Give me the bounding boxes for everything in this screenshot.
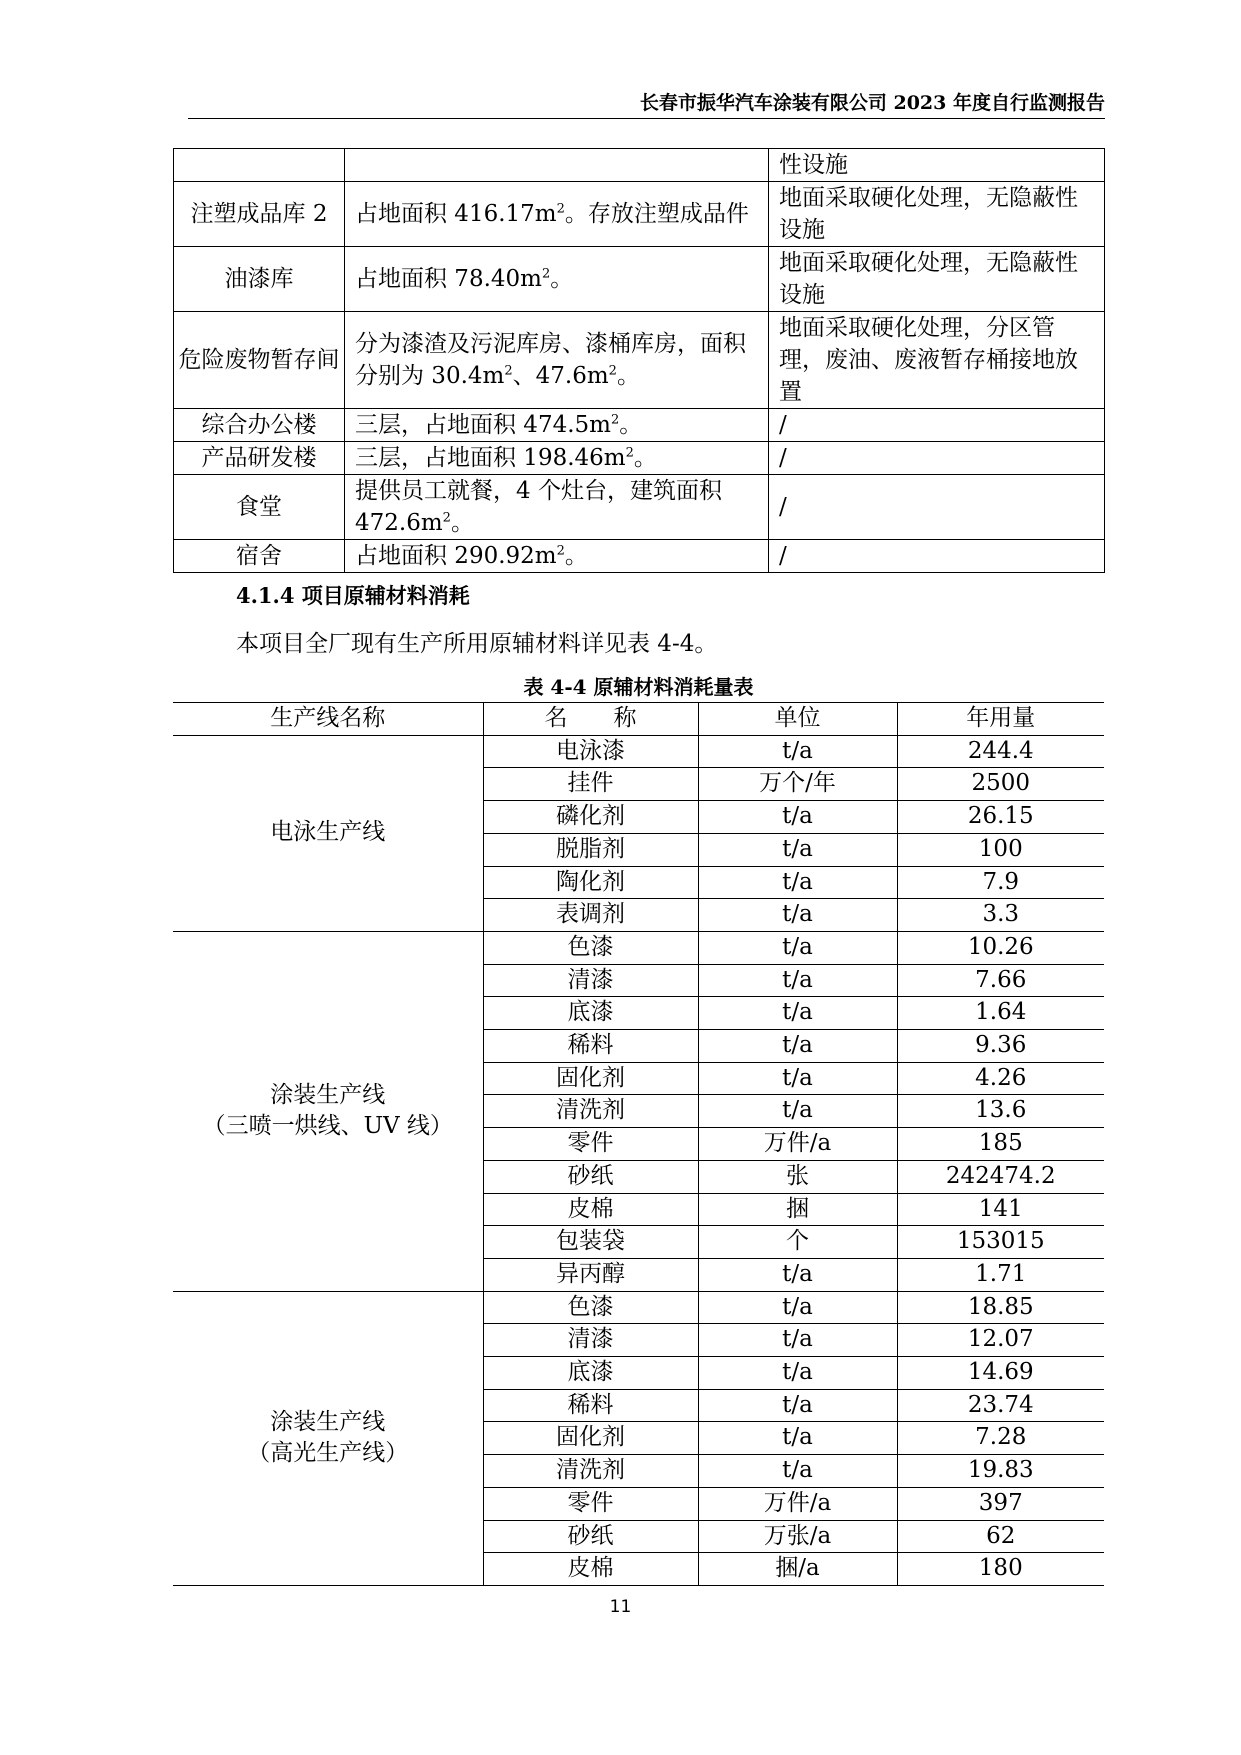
facility-description: [345, 149, 769, 182]
column-header: 生产线名称: [173, 703, 483, 736]
facility-measure: /: [769, 540, 1105, 573]
annual-amount: 242474.2: [897, 1160, 1104, 1193]
material-name: 电泳漆: [483, 735, 698, 768]
material-name: 零件: [483, 1487, 698, 1520]
facility-name: 油漆库: [174, 247, 345, 312]
section-heading: 4.1.4 项目原辅材料消耗: [236, 583, 470, 608]
material-name: 皮棉: [483, 1553, 698, 1586]
facility-description: 提供员工就餐，4 个灶台，建筑面积 $472.6m^2$。: [345, 475, 769, 540]
material-name: 清洗剂: [483, 1095, 698, 1128]
annual-amount: 9.36: [897, 1030, 1104, 1063]
annual-amount: 19.83: [897, 1455, 1104, 1488]
annual-amount: 23.74: [897, 1389, 1104, 1422]
facility-row: [174, 312, 1105, 409]
unit: 万个/年: [698, 768, 897, 801]
material-name: 挂件: [483, 768, 698, 801]
annual-amount: 2500: [897, 768, 1104, 801]
material-name: 砂纸: [483, 1520, 698, 1553]
table-header-row: [173, 703, 1104, 736]
annual-amount: 1.64: [897, 997, 1104, 1030]
annual-amount: 7.9: [897, 866, 1104, 899]
annual-amount: 10.26: [897, 931, 1104, 964]
unit: 张: [698, 1160, 897, 1193]
annual-amount: 62: [897, 1520, 1104, 1553]
facility-row: [174, 409, 1105, 442]
unit: 万件/a: [698, 1487, 897, 1520]
annual-amount: 14.69: [897, 1357, 1104, 1390]
annual-amount: 244.4: [897, 735, 1104, 768]
facility-row: [174, 182, 1105, 247]
facility-description: 占地面积 $290.92m^2$。: [345, 540, 769, 573]
table-caption: 表 4-4 原辅材料消耗量表: [523, 675, 754, 699]
facility-description: 三层，占地面积 $474.5m^2$。: [345, 409, 769, 442]
unit: t/a: [698, 1062, 897, 1095]
unit: t/a: [698, 1455, 897, 1488]
annual-amount: 13.6: [897, 1095, 1104, 1128]
facility-row: [174, 442, 1105, 475]
material-name: 底漆: [483, 997, 698, 1030]
unit: t/a: [698, 899, 897, 932]
material-name: 底漆: [483, 1357, 698, 1390]
material-name: 陶化剂: [483, 866, 698, 899]
facility-row: [174, 540, 1105, 573]
facility-measure: /: [769, 475, 1105, 540]
annual-amount: 153015: [897, 1226, 1104, 1259]
annual-amount: 7.28: [897, 1422, 1104, 1455]
material-name: 磷化剂: [483, 801, 698, 834]
unit: t/a: [698, 1357, 897, 1390]
facility-description: 分为漆渣及污泥库房、漆桶库房，面积分别为 $30.4m^2$、$47.6m^2$。: [345, 312, 769, 409]
unit: 捆: [698, 1193, 897, 1226]
material-name: 稀料: [483, 1030, 698, 1063]
annual-amount: 4.26: [897, 1062, 1104, 1095]
material-name: 色漆: [483, 931, 698, 964]
unit: t/a: [698, 1324, 897, 1357]
facility-description: 三层，占地面积 $198.46m^2$。: [345, 442, 769, 475]
unit: 个: [698, 1226, 897, 1259]
unit: t/a: [698, 964, 897, 997]
facility-name: 食堂: [174, 475, 345, 540]
material-name: 异丙醇: [483, 1258, 698, 1291]
table-row: [173, 1291, 1104, 1324]
material-name: 稀料: [483, 1389, 698, 1422]
facility-measure: 地面采取硬化处理，无隐蔽性设施: [769, 247, 1105, 312]
facility-row: [174, 475, 1105, 540]
annual-amount: 26.15: [897, 801, 1104, 834]
unit: 万件/a: [698, 1128, 897, 1161]
annual-amount: 100: [897, 833, 1104, 866]
material-name: 脱脂剂: [483, 833, 698, 866]
material-name: 色漆: [483, 1291, 698, 1324]
annual-amount: 141: [897, 1193, 1104, 1226]
unit: t/a: [698, 1095, 897, 1128]
material-name: 包装袋: [483, 1226, 698, 1259]
unit: t/a: [698, 1258, 897, 1291]
column-header: 名 称: [483, 703, 698, 736]
facility-description: 占地面积 $78.40m^2$。: [345, 247, 769, 312]
material-name: 固化剂: [483, 1422, 698, 1455]
material-consumption-table: [173, 702, 1104, 1586]
facility-description: 占地面积 $416.17m^2$。存放注塑成品件: [345, 182, 769, 247]
annual-amount: 1.71: [897, 1258, 1104, 1291]
unit: t/a: [698, 801, 897, 834]
material-name: 清漆: [483, 964, 698, 997]
facility-measure: /: [769, 409, 1105, 442]
material-name: 表调剂: [483, 899, 698, 932]
unit: t/a: [698, 833, 897, 866]
production-line-name: 涂装生产线 （高光生产线）: [173, 1291, 483, 1585]
page-number: 11: [609, 1597, 632, 1617]
unit: t/a: [698, 1422, 897, 1455]
unit: 捆/a: [698, 1553, 897, 1586]
facility-measure: 性设施: [769, 149, 1105, 182]
facility-name: 产品研发楼: [174, 442, 345, 475]
unit: t/a: [698, 997, 897, 1030]
body-paragraph: 本项目全厂现有生产所用原辅材料详见表 4-4。: [236, 631, 718, 657]
unit: 万张/a: [698, 1520, 897, 1553]
unit: t/a: [698, 931, 897, 964]
material-name: 固化剂: [483, 1062, 698, 1095]
production-line-name: 涂装生产线 （三喷一烘线、UV 线）: [173, 931, 483, 1291]
unit: t/a: [698, 1389, 897, 1422]
annual-amount: 18.85: [897, 1291, 1104, 1324]
facility-name: [174, 149, 345, 182]
unit: t/a: [698, 735, 897, 768]
column-header: 单位: [698, 703, 897, 736]
facility-name: 注塑成品库 2: [174, 182, 345, 247]
page-header: 长春市振华汽车涂装有限公司 2023 年度自行监测报告: [188, 90, 1105, 119]
facility-measure: 地面采取硬化处理，分区管理，废油、废液暂存桶接地放置: [769, 312, 1105, 409]
unit: t/a: [698, 866, 897, 899]
material-name: 砂纸: [483, 1160, 698, 1193]
facility-row: [174, 149, 1105, 182]
annual-amount: 7.66: [897, 964, 1104, 997]
facility-name: 综合办公楼: [174, 409, 345, 442]
unit: t/a: [698, 1291, 897, 1324]
production-line-name: 电泳生产线: [173, 735, 483, 931]
facility-measure: /: [769, 442, 1105, 475]
facility-measure: 地面采取硬化处理，无隐蔽性设施: [769, 182, 1105, 247]
material-name: 零件: [483, 1128, 698, 1161]
annual-amount: 3.3: [897, 899, 1104, 932]
annual-amount: 12.07: [897, 1324, 1104, 1357]
annual-amount: 185: [897, 1128, 1104, 1161]
material-name: 清洗剂: [483, 1455, 698, 1488]
facility-table: [173, 148, 1105, 573]
facility-name: 宿舍: [174, 540, 345, 573]
annual-amount: 397: [897, 1487, 1104, 1520]
material-name: 清漆: [483, 1324, 698, 1357]
table-row: [173, 931, 1104, 964]
facility-row: [174, 247, 1105, 312]
unit: t/a: [698, 1030, 897, 1063]
facility-name: 危险废物暂存间: [174, 312, 345, 409]
column-header: 年用量: [897, 703, 1104, 736]
material-name: 皮棉: [483, 1193, 698, 1226]
annual-amount: 180: [897, 1553, 1104, 1586]
table-row: [173, 735, 1104, 768]
